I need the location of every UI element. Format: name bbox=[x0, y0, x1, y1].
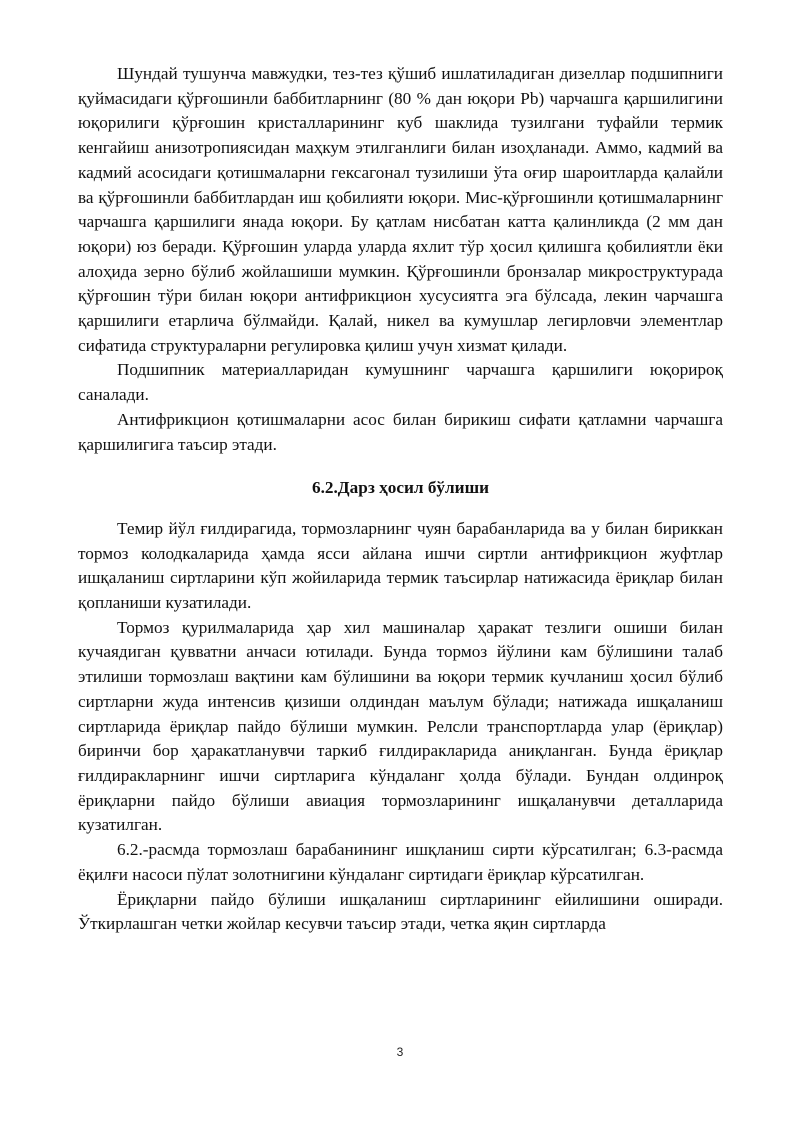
paragraph-bonding-quality: Антифрикцион қотишмаларни асос билан бирикиш сифати қатламни чарчашга қаршилигига таъсир этади. bbox=[78, 409, 723, 454]
section-heading: 6.2.Дарз ҳосил бўлиши bbox=[312, 478, 489, 498]
paragraph-figure-reference: 6.2.-расмда тормозлаш барабанининг ишқланиш сирти кўрсатилган; 6.3-расмда ёқилғи насоси пўлат золотнигини кўндаланг сиртидаги ёриқлар кўрсатилган. bbox=[78, 840, 723, 884]
paragraph-silver-fatigue: Подшипник материалларидан кумушнинг чарчашга қаршилиги юқорироқ саналади. bbox=[78, 360, 723, 405]
paragraph-railway-wheels: Темир йўл ғилдирагида, тормозларнинг чуян барабанларида ва у билан бириккан тормоз колодкаларида ҳамда ясси айлана ишчи сиртли антифрикцион жуфтлар ишқаланиш сиртларини кўп жойиларида термик таъсирлар натижасида ёриқлар билан қопланиши кузатилади. bbox=[78, 518, 723, 613]
page-number: 3 bbox=[396, 1045, 404, 1059]
paragraph-babbitt-fatigue: Шундай тушунча мавжудки, тез-тез қўшиб ишлатиладиган дизеллар подшипниги қуймасидаги қўрғошинли баббитларнинг (80 % дан юқори Pb) чарчашга қаршилигини юқорилиги қўрғошин кристалларининг куб шаклида тузилгани туфайли термик кенгайиш анизотропиясидан маҳкум этилганлиги билан изоҳланади. Аммо, кадмий ва кадмий асосидаги қотишмаларни гексагонал тузилиши ўта оғир шароитларда қалайли ва қўрғошинли баббитлардан иш қобилияти юқори. Мис-қўрғошинли қотишмаларнинг чарчашга қаршилиги янада юқори. Бу қатлам нисбатан катта қалинликда (2 мм дан юқори) юз беради. Қўрғошин уларда уларда яхлит тўр ҳосил қилишга қобилиятли ёки алоҳида зерно бўлиб жойлашиши мумкин. Қўрғошинли бронзалар микроструктурада қўрғошин тўри билан юқори антифрикцион хусусиятга эга бўлсада, лекин чарчашга қаршилиги етарлича бўлмайди. Қалай, никел ва кумушлар легирловчи элементлар сифатида структураларни регулировка қилиш учун хизмат қилади. bbox=[78, 64, 723, 355]
paragraph-brake-devices: Тормоз қурилмаларида ҳар хил машиналар ҳаракат тезлиги ошиши билан кучаядиган қувватни анчаси ютилади. Бунда тормоз йўлини кам бўлишини талаб этилиши тормозлаш вақтини кам бўлишини ва юқори термик кучланиш ҳосил бўлиб сиртларни жуда интенсив қизиши олдиндан маълум бўлади; натижада ишқаланиш сиртларида ёриқлар пайдо бўлиши мумкин. Релсли транспортларда улар (ёриқлар) биринчи бор ҳаракатланувчи таркиб ғилдиракларида аниқланган. Бунда ёриқлар ғилдиракларнинг ишчи сиртларига кўндаланг ҳолда бўлади. Бундан олдинроқ ёриқларни пайдо бўлиши авиация тормозларининг ишқаланувчи деталларида кузатилган. bbox=[78, 617, 723, 835]
paragraph-crack-wear: Ёриқларни пайдо бўлиши ишқаланиш сиртларининг ейилишини оширади. Ўткирлашган четки жойлар кесувчи таъсир этади, четка яқин сиртларда bbox=[78, 889, 723, 934]
document-page bbox=[78, 62, 723, 937]
